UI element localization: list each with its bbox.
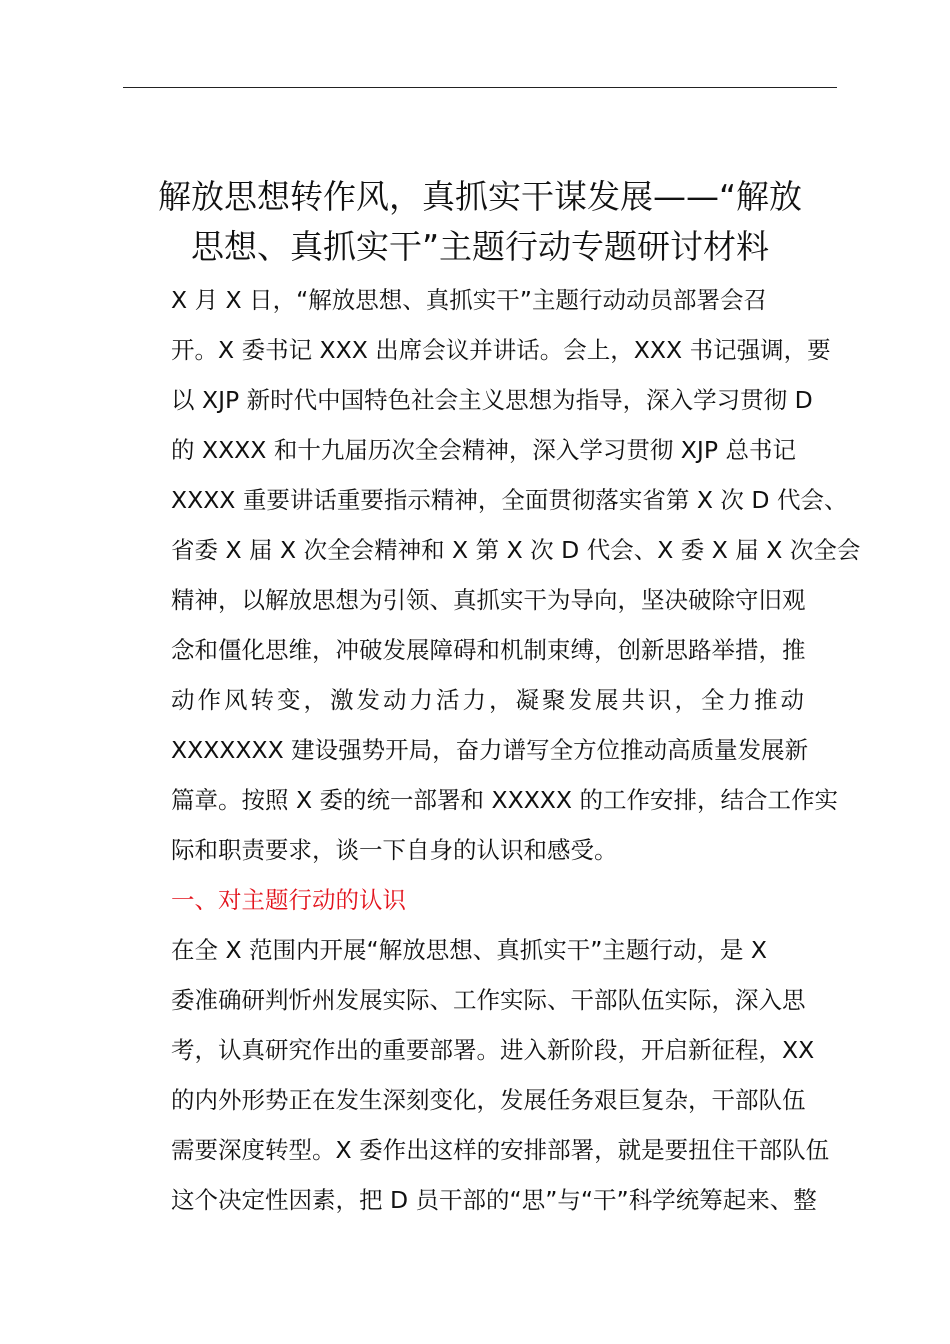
text-line: 省委 X 届 X 次全会精神和 X 第 X 次 D 代会、X 委 X 届 X 次全会 xyxy=(171,536,861,564)
header-rule xyxy=(123,87,837,88)
paragraph-section-1 xyxy=(123,925,837,1225)
text-line: 精神，以解放思想为引领、真抓实干为导向，坚决破除守旧观 xyxy=(171,586,806,614)
text-line: 委准确研判忻州发展实际、工作实际、干部队伍实际，深入思 xyxy=(171,986,806,1014)
document-title xyxy=(123,172,837,272)
section-heading-1: 一、对主题行动的认识 xyxy=(171,886,406,914)
text-line: 开。X 委书记 XXX 出席会议并讲话。会上，XXX 书记强调，要 xyxy=(171,336,831,364)
text-line: 以 XJP 新时代中国特色社会主义思想为指导，深入学习贯彻 D xyxy=(171,386,813,414)
text-line: X 月 X 日，“解放思想、真抓实干”主题行动动员部署会召 xyxy=(171,286,767,314)
text-line: XXXXXXX 建设强势开局，奋力谱写全方位推动高质量发展新 xyxy=(171,736,809,764)
title-line-1: 解放思想转作风，真抓实干谋发展——“解放 xyxy=(157,177,803,217)
text-line: 在全 X 范围内开展“解放思想、真抓实干”主题行动，是 X xyxy=(171,936,767,964)
text-line: 际和职责要求，谈一下自身的认识和感受。 xyxy=(171,836,618,864)
title-line-2: 思想、真抓实干”主题行动专题研讨材料 xyxy=(190,227,770,267)
paragraph-intro xyxy=(123,275,861,875)
text-line: 需要深度转型。X 委作出这样的安排部署，就是要扭住干部队伍 xyxy=(171,1136,830,1164)
text-line: 的 XXXX 和十九届历次全会精神，深入学习贯彻 XJP 总书记 xyxy=(171,436,796,464)
text-line: 动作风转变，激发动力活力，凝聚发展共识，全力推动 xyxy=(171,686,807,714)
text-line: XXXX 重要讲话重要指示精神，全面贯彻落实省第 X 次 D 代会、 xyxy=(171,486,848,514)
text-line: 这个决定性因素，把 D 员干部的“思”与“干”科学统筹起来、整 xyxy=(171,1186,817,1214)
text-line: 篇章。按照 X 委的统一部署和 XXXXX 的工作安排，结合工作实 xyxy=(171,786,838,814)
document-body xyxy=(123,275,861,1225)
text-line: 念和僵化思维，冲破发展障碍和机制束缚，创新思路举措，推 xyxy=(171,636,806,664)
text-line: 考，认真研究作出的重要部署。进入新阶段，开启新征程，XX xyxy=(171,1036,815,1064)
text-line: 的内外形势正在发生深刻变化，发展任务艰巨复杂，干部队伍 xyxy=(171,1086,806,1114)
